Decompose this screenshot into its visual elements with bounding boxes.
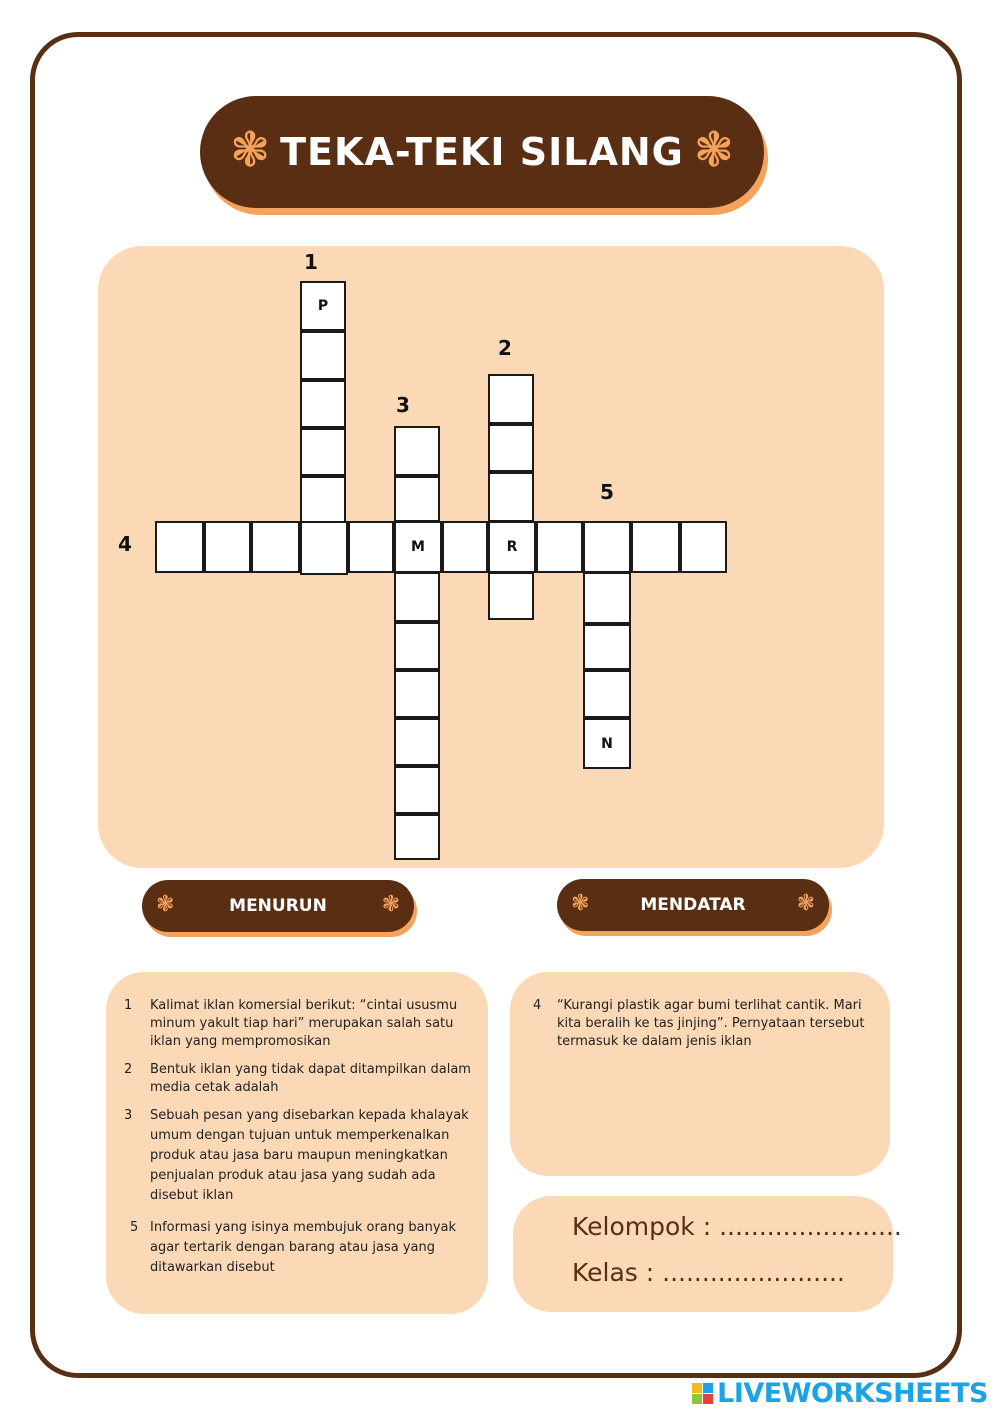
down-clue-text: Kalimat iklan komersial berikut: “cintai ususmu minum yakult tiap hari” merupakan salah satu iklan yang mempromosikan <box>150 998 458 1049</box>
brand-name: LIVEWORKSHEETS <box>717 1378 988 1409</box>
page-title: TEKA-TEKI SILANG <box>280 130 684 174</box>
title-banner <box>200 96 764 208</box>
crossword-cell[interactable] <box>204 521 251 573</box>
flower-icon: ❃ <box>156 892 175 917</box>
clue-number-2: 2 <box>498 336 512 360</box>
crossword-cell[interactable] <box>251 521 300 573</box>
crossword-cell[interactable] <box>394 476 440 522</box>
down-clue-text: Informasi yang isinya membujuk orang banyak agar tertarik dengan barang atau jasa yang ditawarkan disebut <box>150 1220 457 1275</box>
brand-squares-icon <box>692 1383 713 1404</box>
across-clue-number: 4 <box>533 998 542 1013</box>
crossword-cell[interactable] <box>488 424 534 472</box>
crossword-cell[interactable] <box>583 624 631 670</box>
crossword-cell[interactable] <box>394 766 440 814</box>
crossword-cell[interactable] <box>394 718 440 766</box>
clue-number-3: 3 <box>396 393 410 417</box>
group-field[interactable]: Kelompok : ....................... <box>572 1212 902 1241</box>
down-clue-number: 2 <box>124 1062 133 1077</box>
down-clue-item <box>124 997 480 1051</box>
crossword-cell[interactable]: P <box>300 281 346 331</box>
down-clue-item <box>130 1218 470 1278</box>
clue-number-4: 4 <box>118 532 132 556</box>
class-field[interactable]: Kelas : ....................... <box>572 1258 845 1287</box>
crossword-cell[interactable] <box>583 572 631 624</box>
down-clue-number: 1 <box>124 998 133 1013</box>
brand-logo[interactable] <box>692 1378 988 1409</box>
crossword-cell[interactable] <box>488 472 534 522</box>
down-section-title: MENURUN <box>229 896 327 916</box>
flower-icon: ❃ <box>381 892 400 917</box>
clue-number-1: 1 <box>304 250 318 274</box>
down-clue-number: 3 <box>124 1108 133 1123</box>
across-section-title: MENDATAR <box>640 895 746 915</box>
flower-left-icon: ❃ <box>230 122 271 178</box>
crossword-cell[interactable] <box>680 521 727 573</box>
down-clue-item <box>124 1106 476 1206</box>
crossword-cell[interactable] <box>348 521 394 573</box>
flower-right-icon: ❃ <box>693 122 734 178</box>
flower-icon: ❃ <box>796 891 815 916</box>
crossword-cell[interactable] <box>394 814 440 860</box>
crossword-cell[interactable]: N <box>583 718 631 769</box>
crossword-cell[interactable] <box>488 374 534 424</box>
flower-icon: ❃ <box>571 891 590 916</box>
crossword-cell[interactable] <box>583 521 631 573</box>
crossword-cell[interactable] <box>394 572 440 622</box>
crossword-cell[interactable] <box>394 426 440 476</box>
across-section-header <box>557 879 829 931</box>
crossword-cell[interactable]: R <box>488 521 536 573</box>
crossword-cell[interactable] <box>631 521 680 573</box>
down-clue-text: Bentuk iklan yang tidak dapat ditampilkan dalam media cetak adalah <box>150 1062 471 1095</box>
crossword-cell[interactable] <box>300 331 346 380</box>
down-section-header <box>142 880 414 932</box>
crossword-cell[interactable] <box>536 521 583 573</box>
crossword-cell[interactable]: M <box>394 521 442 573</box>
down-clue-item <box>124 1061 480 1097</box>
crossword-cell[interactable] <box>442 521 488 573</box>
crossword-cell[interactable] <box>394 670 440 718</box>
crossword-cell[interactable] <box>394 622 440 670</box>
crossword-cell[interactable] <box>155 521 204 573</box>
crossword-cell[interactable] <box>583 670 631 718</box>
across-clue-text: “Kurangi plastik agar bumi terlihat cantik. Mari kita beralih ke tas jinjing”. Pernyataan tersebut termasuk ke dalam jenis iklan <box>557 998 865 1049</box>
down-clue-number: 5 <box>130 1220 139 1235</box>
crossword-cell[interactable] <box>300 380 346 428</box>
down-clue-text: Sebuah pesan yang disebarkan kepada khalayak umum dengan tujuan untuk memperkenalkan produk atau jasa baru maupun meningkatkan penjualan produk atau jasa yang sudah ada disebut iklan <box>150 1108 469 1203</box>
clue-number-5: 5 <box>600 480 614 504</box>
crossword-cell[interactable] <box>488 572 534 620</box>
across-clue-item <box>533 997 879 1051</box>
crossword-cell[interactable] <box>300 476 346 524</box>
crossword-cell[interactable] <box>300 428 346 476</box>
crossword-cell[interactable] <box>300 521 348 575</box>
